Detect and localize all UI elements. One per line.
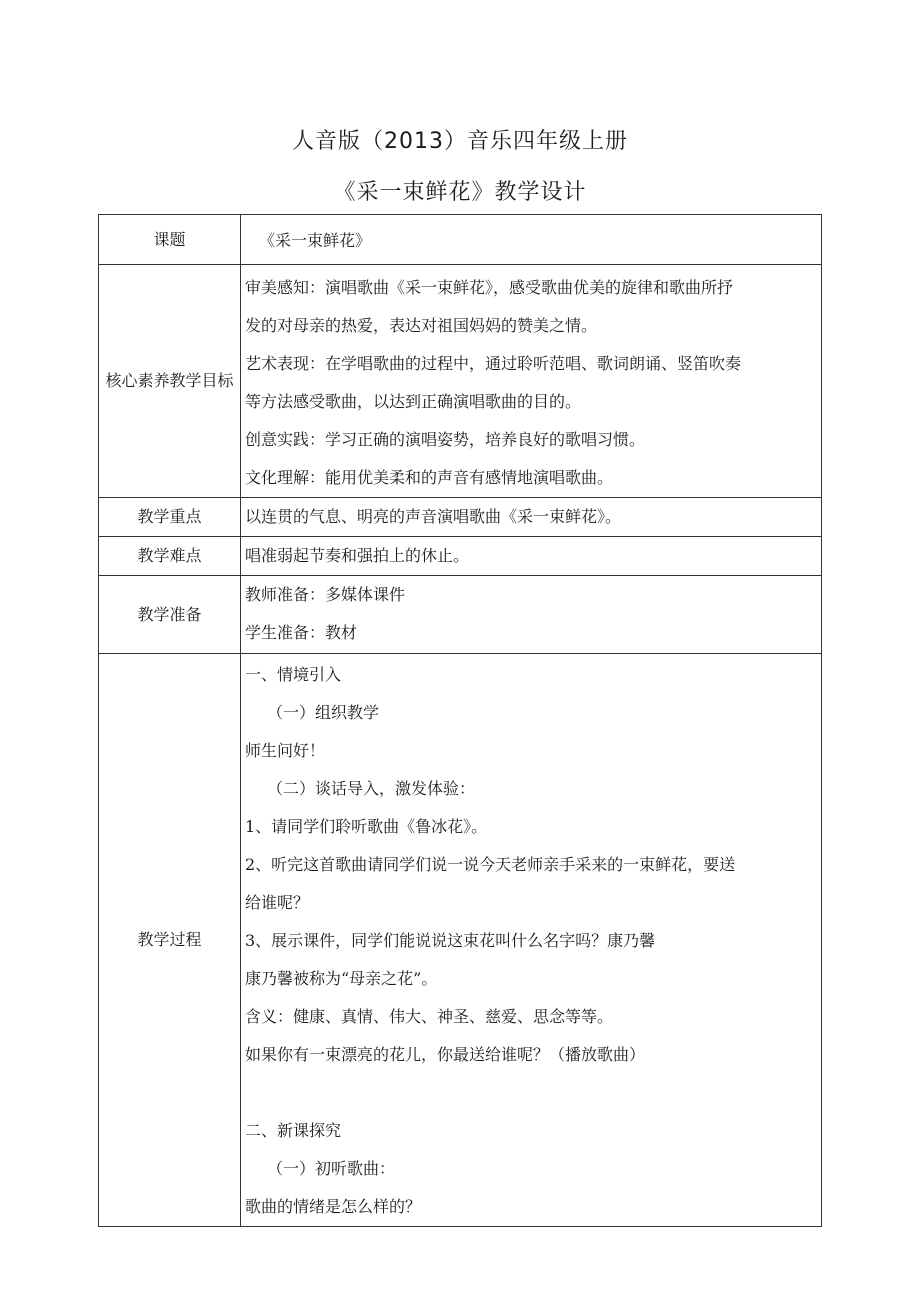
document-title: 人音版（2013）音乐四年级上册 [292, 129, 628, 154]
topic-label: 课题 [99, 215, 241, 265]
key-points-content [241, 498, 822, 537]
table-row-goals [99, 265, 822, 498]
goal-line: 等方法感受歌曲，以达到正确演唱歌曲的目的。 [245, 392, 582, 411]
subsection-heading: （二）谈话导入，激发体验： [267, 779, 476, 798]
subsection-heading: （一）组织教学 [267, 703, 380, 722]
preparation-label: 教学准备 [99, 576, 241, 654]
goal-line: 艺术表现：在学唱歌曲的过程中，通过聆听范唱、歌词朗诵、竖笛吹奏 [245, 354, 742, 373]
process-line: 康乃馨被称为“母亲之花”。 [245, 969, 438, 988]
table-row-process [99, 654, 822, 1227]
preparation-content [241, 576, 822, 654]
subsection-heading: （一）初听歌曲： [267, 1159, 396, 1178]
goal-line: 创意实践：学习正确的演唱姿势，培养良好的歌唱习惯。 [245, 430, 646, 449]
goals-label [99, 265, 241, 498]
key-points-label: 教学重点 [99, 498, 241, 537]
table-row-key-points [99, 498, 822, 537]
table-row-topic [99, 215, 822, 265]
process-line: 3、展示课件，同学们能说说这束花叫什么名字吗？康乃馨 [245, 931, 656, 950]
blank-line [245, 1074, 815, 1112]
process-label: 教学过程 [99, 654, 241, 1227]
goals-label-text: 核心素养教学目标 [105, 371, 234, 390]
goal-line: 文化理解：能用优美柔和的声音有感情地演唱歌曲。 [245, 468, 614, 487]
process-line: 歌曲的情绪是怎么样的？ [245, 1197, 422, 1216]
difficulties-label: 教学难点 [99, 537, 241, 576]
process-line: 1、请同学们聆听歌曲《鲁冰花》。 [245, 817, 488, 836]
key-points-text: 以连贯的气息、明亮的声音演唱歌曲《采一束鲜花》。 [245, 507, 622, 526]
topic-text: 《采一束鲜花》 [259, 231, 372, 250]
section-heading: 一、情境引入 [245, 665, 342, 684]
process-line: 如果你有一束漂亮的花儿，你最送给谁呢？（播放歌曲） [245, 1045, 646, 1064]
preparation-line: 学生准备：教材 [245, 623, 358, 642]
process-line: 2、听完这首歌曲请同学们说一说今天老师亲手采来的一束鲜花，要送 [245, 855, 736, 874]
table-row-preparation [99, 576, 822, 654]
difficulties-content [241, 537, 822, 576]
topic-value [241, 215, 822, 265]
lesson-title: 《采一束鲜花》教学设计 [333, 180, 587, 205]
preparation-line: 教师准备：多媒体课件 [245, 585, 406, 604]
process-line: 给谁呢？ [245, 893, 310, 912]
goals-content [241, 265, 822, 498]
difficulties-text: 唱准弱起节奏和强拍上的休止。 [245, 546, 470, 565]
process-content [241, 654, 822, 1227]
table-row-difficulties [99, 537, 822, 576]
process-line: 师生问好！ [245, 741, 326, 760]
lesson-plan-table [98, 214, 822, 1227]
goal-line: 审美感知：演唱歌曲《采一束鲜花》，感受歌曲优美的旋律和歌曲所抒 [245, 278, 734, 297]
section-heading: 二、新课探究 [245, 1121, 342, 1140]
goal-line: 发的对母亲的热爱，表达对祖国妈妈的赞美之情。 [245, 316, 598, 335]
process-line: 含义：健康、真情、伟大、神圣、慈爱、思念等等。 [245, 1007, 614, 1026]
